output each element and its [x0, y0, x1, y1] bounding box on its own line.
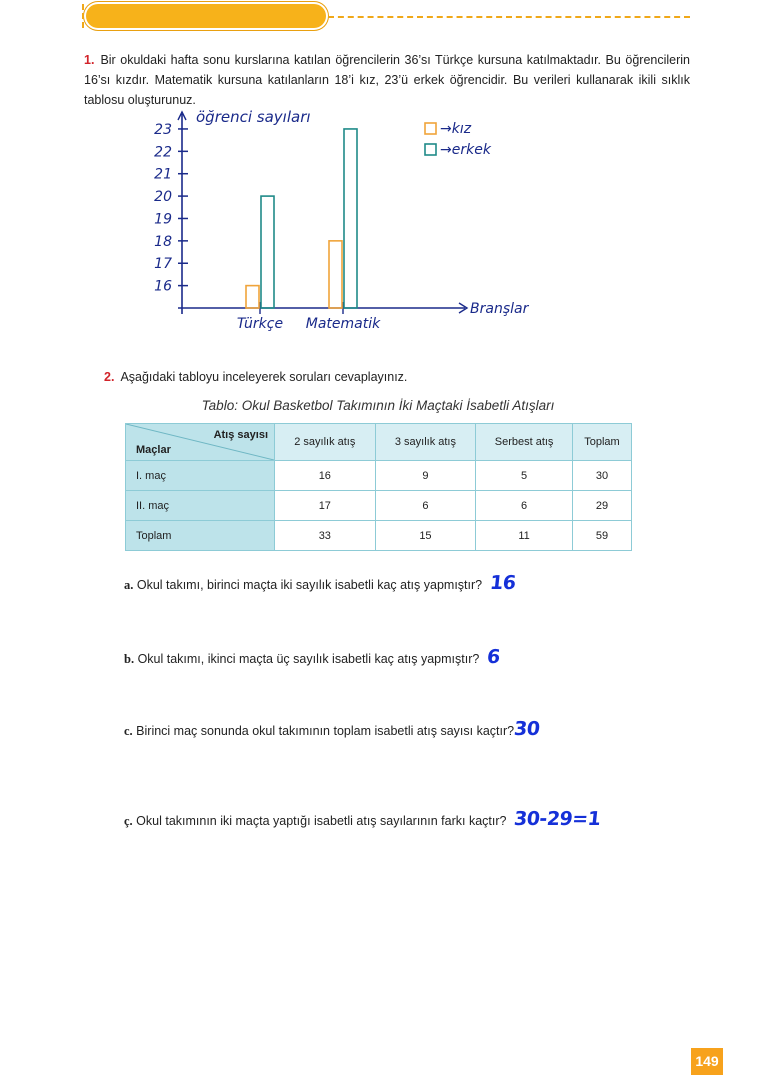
table-cell: 11: [476, 521, 573, 551]
column-header: 2 sayılık atış: [275, 424, 376, 461]
chart-legend: [425, 121, 492, 158]
chart-y-tick-label: 16: [154, 278, 172, 295]
table-cell: 15: [375, 521, 476, 551]
table-cell: 30: [572, 461, 631, 491]
corner-top-label: Atış sayısı: [213, 429, 268, 441]
chart-y-tick-label: 17: [154, 256, 172, 273]
column-header: Serbest atış: [476, 424, 573, 461]
chart-axes: [178, 108, 530, 317]
column-header: Toplam: [572, 424, 631, 461]
question-2: [104, 370, 407, 384]
chart-x-tick-label: Matematik: [305, 316, 381, 332]
question-1-text: Bir okuldaki hafta sonu kurslarına katılan öğrencilerin 36’sı Türkçe kursuna katılmaktadır. Bu öğrencilerin 16’sı kızdır. Matematik kursuna katılanların 18’i kız, 23’ü erkek öğrencidir. Bu verileri kullanarak ikili sıklık tablosu oluşturunuz.: [84, 53, 690, 107]
table-cell: 6: [375, 491, 476, 521]
table-cell: 29: [572, 491, 631, 521]
question-1: [84, 50, 690, 110]
subquestion-cedilla: [124, 808, 600, 830]
subquestion-a: [124, 572, 515, 594]
subquestion-letter: b.: [124, 652, 135, 666]
table-corner-cell: [126, 424, 275, 461]
header-dashed-line: [328, 16, 690, 18]
chart-y-tick-label: 19: [154, 211, 172, 228]
chart-legend-swatch: [425, 144, 436, 155]
question-1-number: 1.: [84, 53, 95, 67]
chart-legend-label: →erkek: [440, 142, 491, 158]
subquestion-text: Birinci maç sonunda okul takımının toplam isabetli atış sayısı kaçtır?: [136, 724, 515, 738]
subquestion-letter: ç.: [124, 814, 133, 828]
handwritten-answer: 6: [485, 646, 501, 668]
question-2-text: Aşağıdaki tabloyu inceleyerek soruları cevaplayınız.: [120, 370, 408, 384]
table-cell: 9: [375, 461, 476, 491]
handwritten-answer: 30: [512, 718, 541, 740]
subquestion-c: [124, 718, 540, 740]
subquestion-letter: a.: [124, 578, 134, 592]
row-label: Toplam: [126, 521, 275, 551]
row-label: I. maç: [126, 461, 275, 491]
table-cell: 16: [275, 461, 376, 491]
table-cell: 33: [275, 521, 376, 551]
subquestion-text: Okul takımı, birinci maçta iki sayılık isabetli kaç atış yapmıştır?: [136, 578, 483, 592]
section-header-bar: [86, 4, 326, 28]
chart-bar-kız: [246, 286, 259, 308]
chart-y-ticks: [154, 122, 188, 295]
question-2-number: 2.: [104, 370, 115, 384]
chart-y-tick-label: 21: [154, 166, 172, 183]
chart-y-tick-label: 20: [154, 189, 172, 206]
header-dashed-left: [82, 4, 84, 28]
chart-bars: [237, 129, 381, 332]
chart-y-tick-label: 18: [154, 233, 172, 250]
subquestion-text: Okul takımı, ikinci maçta üç sayılık isabetli kaç atış yapmıştır?: [137, 652, 480, 666]
row-label: II. maç: [126, 491, 275, 521]
chart-legend-label: →kız: [440, 121, 472, 137]
chart-y-label: öğrenci sayıları: [196, 108, 311, 126]
corner-bottom-label: Maçlar: [136, 444, 171, 456]
chart-y-tick-label: 23: [154, 121, 172, 138]
table-cell: 59: [572, 521, 631, 551]
subquestion-text: Okul takımının iki maçta yaptığı isabetli atış sayılarının farkı kaçtır?: [136, 814, 507, 828]
table-header-row: [126, 424, 632, 461]
table-cell: 5: [476, 461, 573, 491]
table-row: [126, 461, 632, 491]
subquestion-letter: c.: [124, 724, 133, 738]
chart-x-tick-label: Türkçe: [236, 316, 284, 332]
page-number: 149: [691, 1048, 723, 1075]
table-cell: 6: [476, 491, 573, 521]
table-caption: Tablo: Okul Basketbol Takımının İki Maçtaki İsabetli Atışları: [201, 398, 555, 413]
chart-bar-erkek: [261, 196, 274, 308]
chart-legend-swatch: [425, 123, 436, 134]
chart-y-tick-label: 22: [154, 144, 172, 161]
subquestion-b: [124, 646, 500, 668]
table-cell: 17: [275, 491, 376, 521]
table-row: [126, 491, 632, 521]
handwritten-answer: 30-29=1: [512, 808, 602, 830]
handwritten-answer: 16: [488, 572, 517, 594]
table-row: [126, 521, 632, 551]
basketball-table: [125, 423, 632, 551]
chart-bar-kız: [329, 241, 342, 308]
handdrawn-bar-chart: [140, 108, 560, 338]
chart-x-label: Branşlar: [470, 301, 529, 317]
chart-bar-erkek: [344, 129, 357, 308]
column-header: 3 sayılık atış: [375, 424, 476, 461]
